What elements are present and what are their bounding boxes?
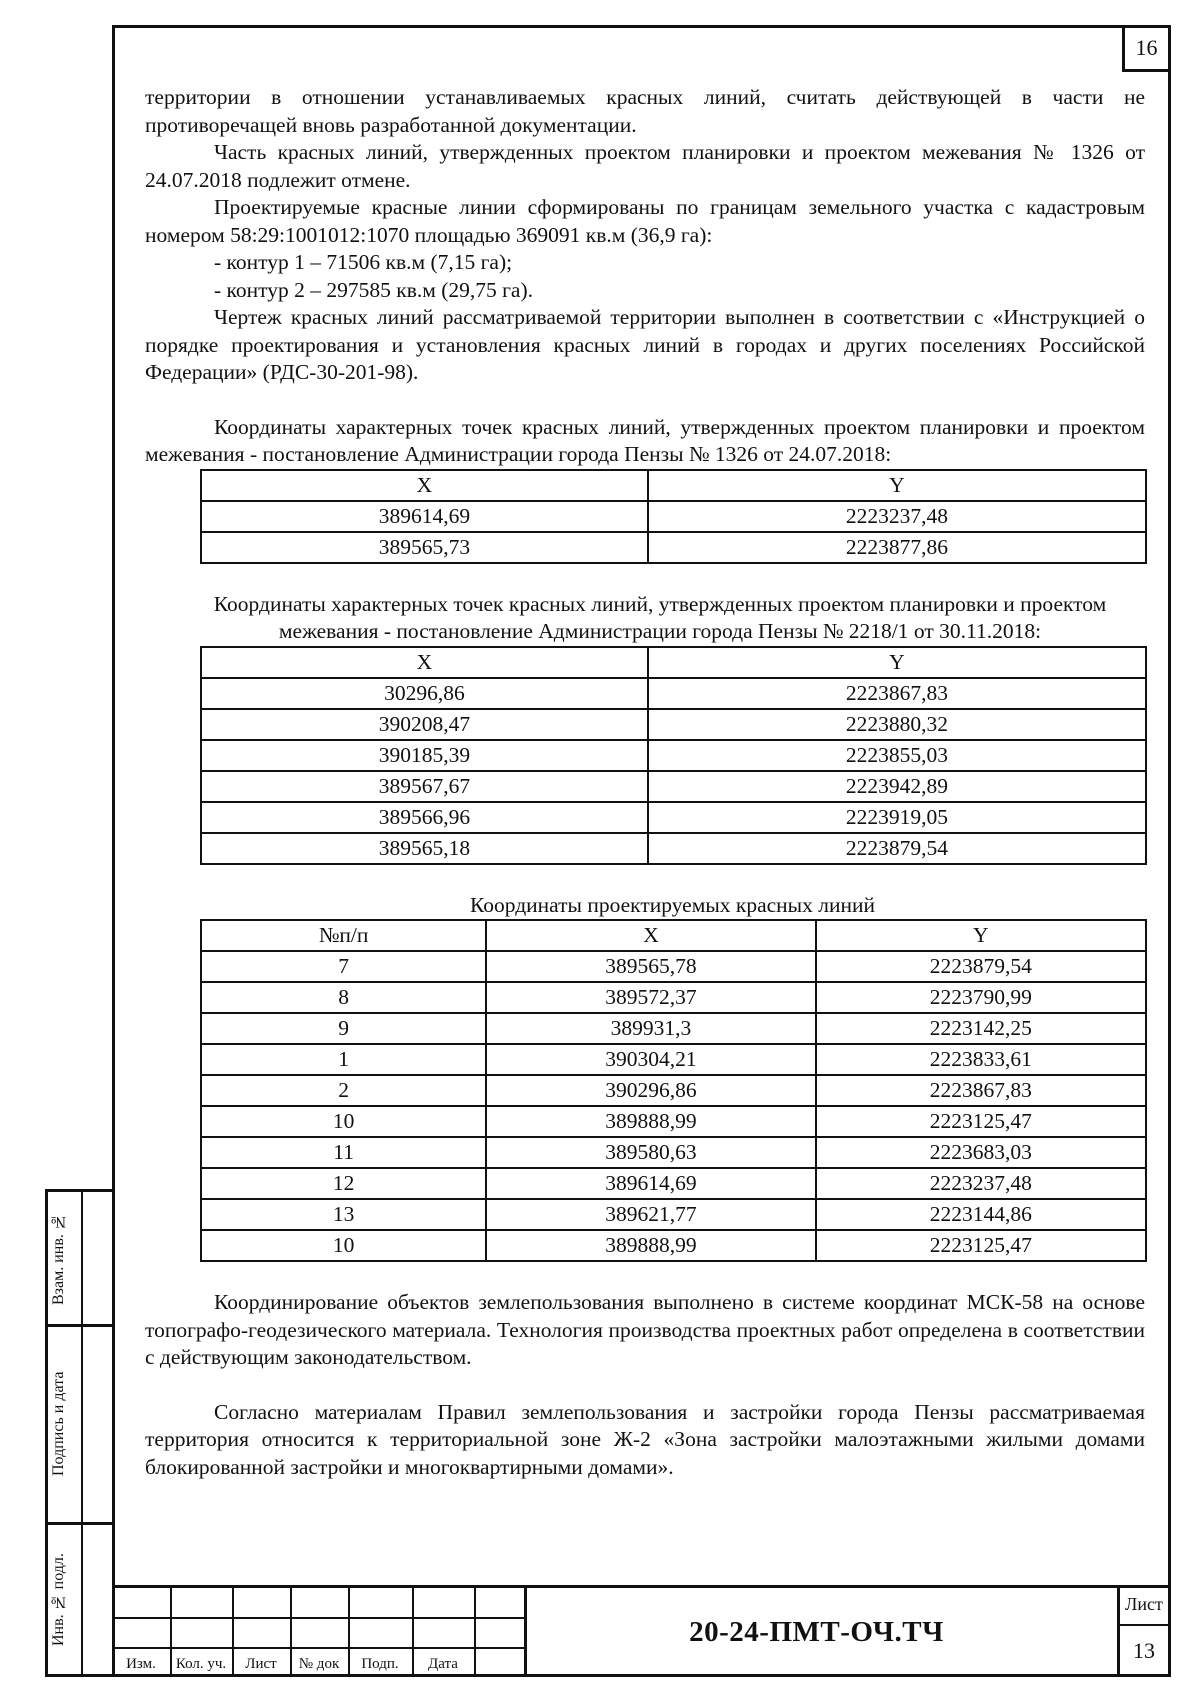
contour-2: - контур 2 – 297585 кв.м (29,75 га). — [214, 277, 534, 302]
sheet-number: 13 — [1133, 1638, 1155, 1663]
paragraph-3: Проектируемые красные линии сформированы по границам земельного участка с кадастровым номером 58:29:1001012:1070 площадью 369091 кв.м (36,9 га): — [145, 195, 1145, 247]
cell-y: 2223942,89 — [648, 771, 1146, 802]
stamp-ndok: № док — [298, 1656, 340, 1672]
cell-y: 2223867,83 — [816, 1075, 1146, 1106]
title-block — [112, 1585, 1171, 1677]
table-row — [201, 678, 1146, 709]
cell-x: 389614,69 — [486, 1168, 815, 1199]
table-header-row — [201, 920, 1146, 951]
cell-y: 2223877,86 — [648, 532, 1146, 563]
cell-num: 7 — [201, 951, 486, 982]
table-row — [201, 1137, 1146, 1168]
document-body — [145, 84, 1145, 1481]
contour-1: - контур 1 – 71506 кв.м (7,15 га); — [214, 250, 513, 274]
paragraph-1: территории в отношении устанавливаемых красных линий, считать действующей в части не противоречащей вновь разработанной документации. — [145, 85, 1145, 137]
table-row — [201, 982, 1146, 1013]
cell-x: 389565,73 — [201, 532, 648, 563]
sheet-label: Лист — [1125, 1594, 1163, 1614]
cell-x: 389565,78 — [486, 951, 815, 982]
cell-x: 389621,77 — [486, 1199, 815, 1230]
paragraph-5: Координаты характерных точек красных линий, утвержденных проектом планировки и проектом межевания - постановление Администрации города Пензы № 1326 от 24.07.2018: — [145, 414, 1145, 466]
coords-table-1326 — [200, 469, 1147, 564]
cell-x: 390185,39 — [201, 740, 648, 771]
document-code: 20-24-ПМТ-ОЧ.ТЧ — [689, 1616, 944, 1648]
header-x: X — [486, 920, 815, 951]
cell-num: 12 — [201, 1168, 486, 1199]
table-row — [201, 740, 1146, 771]
cell-x: 390296,86 — [486, 1075, 815, 1106]
page-number: 16 — [1122, 28, 1168, 72]
table-row — [201, 1044, 1146, 1075]
cell-x: 389888,99 — [486, 1230, 815, 1261]
header-y: Y — [816, 920, 1146, 951]
cell-x: 390208,47 — [201, 709, 648, 740]
stamp-data: Дата — [428, 1656, 458, 1672]
cell-x: 389580,63 — [486, 1137, 815, 1168]
cell-num: 8 — [201, 982, 486, 1013]
cell-num: 1 — [201, 1044, 486, 1075]
side-label-inv: Инв. № подл. — [50, 1553, 67, 1647]
cell-x: 389931,3 — [486, 1013, 815, 1044]
paragraph-8: Согласно материалам Правил землепользования и застройки города Пензы рассматриваемая территория относится к территориальной зоне Ж-2 «Зона застройки малоэтажными жилыми домами блокированной застройки и многоквартирными домами». — [145, 1399, 1145, 1479]
cell-y: 2223125,47 — [816, 1230, 1146, 1261]
header-num: №п/п — [201, 920, 486, 951]
table-row — [201, 833, 1146, 864]
side-stamp — [45, 1189, 115, 1677]
cell-x: 389614,69 — [201, 501, 648, 532]
side-label-podpis: Подпись и дата — [50, 1371, 67, 1477]
cell-x: 390304,21 — [486, 1044, 815, 1075]
side-label-vzam: Взам. инв. № — [50, 1213, 67, 1305]
cell-num: 2 — [201, 1075, 486, 1106]
table-row — [201, 1230, 1146, 1261]
table-row — [201, 1199, 1146, 1230]
paragraph-4: Чертеж красных линий рассматриваемой территории выполнен в соответствии с «Инструкцией о порядке проектирования и установления красных линий в городах и других поселениях Российской Федерации» (РДС-30-201-98). — [145, 305, 1145, 384]
paragraph-6: Координаты характерных точек красных линий, утвержденных проектом планировки и проектом межевания - постановление Администрации города Пензы № 2218/1 от 30.11.2018: — [213, 591, 1107, 643]
cell-y: 2223919,05 — [648, 802, 1146, 833]
cell-x: 389888,99 — [486, 1106, 815, 1137]
cell-y: 2223142,25 — [816, 1013, 1146, 1044]
table-row — [201, 802, 1146, 833]
cell-x: 30296,86 — [201, 678, 648, 709]
table-header-row — [201, 470, 1146, 501]
stamp-izm: Изм. — [126, 1656, 156, 1672]
table-row — [201, 771, 1146, 802]
table-row — [201, 709, 1146, 740]
cell-y: 2223879,54 — [648, 833, 1146, 864]
coords-table-project — [200, 919, 1147, 1262]
cell-y: 2223880,32 — [648, 709, 1146, 740]
cell-num: 10 — [201, 1230, 486, 1261]
stamp-podp: Подп. — [361, 1656, 399, 1672]
paragraph-2: Часть красных линий, утвержденных проектом планировки и проектом межевания № 1326 от 24.07.2018 подлежит отмене. — [145, 140, 1145, 192]
cell-x: 389566,96 — [201, 802, 648, 833]
header-x: X — [201, 470, 648, 501]
cell-num: 9 — [201, 1013, 486, 1044]
cell-num: 13 — [201, 1199, 486, 1230]
cell-y: 2223144,86 — [816, 1199, 1146, 1230]
cell-y: 2223879,54 — [816, 951, 1146, 982]
coords-table-2218 — [200, 646, 1147, 865]
table-header-row — [201, 647, 1146, 678]
table-row — [201, 501, 1146, 532]
cell-y: 2223867,83 — [648, 678, 1146, 709]
cell-x: 389565,18 — [201, 833, 648, 864]
table-row — [201, 1013, 1146, 1044]
table-row — [201, 1168, 1146, 1199]
cell-y: 2223237,48 — [648, 501, 1146, 532]
cell-y: 2223683,03 — [816, 1137, 1146, 1168]
table-row — [201, 1075, 1146, 1106]
cell-y: 2223237,48 — [816, 1168, 1146, 1199]
cell-x: 389572,37 — [486, 982, 815, 1013]
table3-title: Координаты проектируемых красных линий — [469, 892, 876, 917]
cell-y: 2223125,47 — [816, 1106, 1146, 1137]
cell-num: 11 — [201, 1137, 486, 1168]
cell-y: 2223833,61 — [816, 1044, 1146, 1075]
paragraph-7: Координирование объектов землепользования выполнено в системе координат МСК-58 на основе топографо-геодезического материала. Технология производства проектных работ определена в соответствии с действующим законодательством. — [145, 1290, 1145, 1369]
cell-num: 10 — [201, 1106, 486, 1137]
table-row — [201, 1106, 1146, 1137]
table-row — [201, 532, 1146, 563]
stamp-kol: Кол. уч. — [175, 1656, 227, 1672]
header-y: Y — [648, 647, 1146, 678]
stamp-list: Лист — [245, 1656, 277, 1672]
header-x: X — [201, 647, 648, 678]
header-y: Y — [648, 470, 1146, 501]
cell-x: 389567,67 — [201, 771, 648, 802]
cell-y: 2223855,03 — [648, 740, 1146, 771]
cell-y: 2223790,99 — [816, 982, 1146, 1013]
table-row — [201, 951, 1146, 982]
